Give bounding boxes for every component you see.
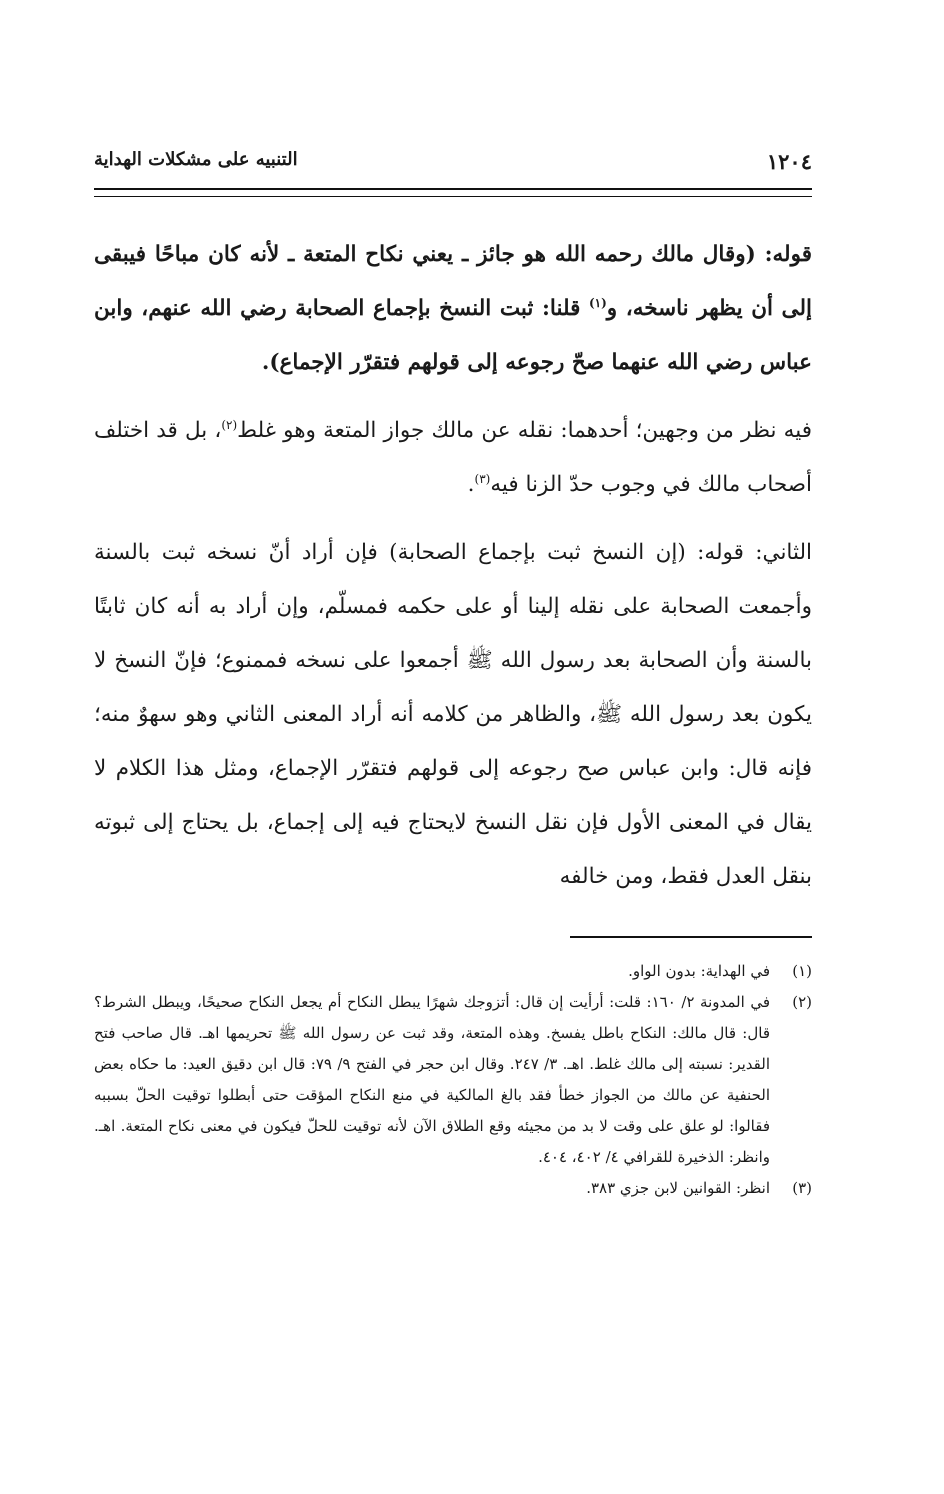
- p2-text-c: .: [467, 472, 475, 497]
- footnote-ref-3[interactable]: (٣): [474, 471, 491, 486]
- footnote-1: [94, 956, 812, 987]
- header-divider: [94, 188, 812, 197]
- footnote-text: انظر: القوانين لابن جزي ٣٨٣.: [586, 1179, 770, 1197]
- footnotes: [94, 956, 812, 1204]
- book-page: [94, 0, 812, 1494]
- page-header: [94, 143, 812, 183]
- footnote-number: (١): [792, 962, 812, 980]
- footnote-3: [94, 1173, 812, 1204]
- footnote-divider: [570, 936, 812, 938]
- footnote-ref-1[interactable]: (١): [588, 295, 607, 310]
- main-text: [94, 228, 812, 918]
- footnote-2: [94, 987, 812, 1173]
- running-title: التنبيه على مشكلات الهداية: [94, 149, 298, 170]
- quote-continuation: قلنا: ثبت النسخ بإجماع الصحابة رضي الله عنهم، وابن عباس رضي الله عنهما صحّ رجوعه إلى قولهم فتقرّر الإجماع).: [94, 296, 812, 375]
- footnote-text: في الهداية: بدون الواو.: [628, 962, 770, 980]
- footnote-ref-2[interactable]: (٢): [221, 417, 238, 432]
- page-number: ١٢٠٤: [766, 149, 812, 174]
- footnote-text: في المدونة ٢/ ١٦٠: قلت: أرأيت إن قال: أتزوجك شهرًا يبطل النكاح أم يجعل النكاح صحيحًا، ويبطل الشرط؟ قال: قال مالك: النكاح باطل يفسخ. وهذه المتعة، وقد ثبت عن رسول الله ﷺ تحريمها اهـ. قال صاحب فتح القدير: نسبته إلى مالك غلط. اهـ. ٣/ ٢٤٧. وقال ابن حجر في الفتح ٩/ ٧٩: قال ابن دقيق العيد: ما حكاه بعض الحنفية عن مالك من الجواز خطأ فقد بالغ المالكية في منع النكاح المؤقت حتى أبطلوا توقيت الحلّ بسببه فقالوا: لو علق على وقت لا بد من مجيئه وقع الطلاق الآن لأنه توقيت للحلّ فيكون في معنى نكاح المتعة. اهـ. وانظر: الذخيرة للقرافي ٤/ ٤٠٢، ٤٠٤.: [94, 993, 771, 1166]
- paragraph-first-objection: [94, 404, 812, 512]
- p2-text-b: ، بل قد اختلف أصحاب مالك في وجوب حدّ الزنا فيه: [94, 418, 812, 497]
- paragraph-second-objection: الثاني: قوله: (إن النسخ ثبت بإجماع الصحابة) فإن أراد أنّ نسخه ثبت بالسنة وأجمعت الصحابة على نقله إلينا أو على حكمه فمسلّم، وإن أراد به أنه كان ثابتًا بالسنة وأن الصحابة بعد رسول الله ﷺ أجمعوا على نسخه فممنوع؛ فإنّ النسخ لا يكون بعد رسول الله ﷺ، والظاهر من كلامه أنه أراد المعنى الثاني وهو سهوٌ منه؛ فإنه قال: وابن عباس صح رجوعه إلى قولهم فتقرّر الإجماع، ومثل هذا الكلام لا يقال في المعنى الأول فإن نقل النسخ لايحتاج فيه إلى إجماع، بل يحتاج إلى ثبوته بنقل العدل فقط، ومن خالفه: [94, 540, 812, 889]
- footnote-number: (٣): [792, 1179, 812, 1197]
- quote-text: قوله: (وقال مالك رحمه الله هو جائز ـ يعني نكاح المتعة ـ لأنه كان مباحًا فيبقى إلى أن يظهر ناسخه، و: [94, 242, 812, 321]
- footnote-number: (٢): [792, 993, 812, 1011]
- quoted-passage: [94, 228, 812, 390]
- p2-text-a: فيه نظر من وجهين؛ أحدهما: نقله عن مالك جواز المتعة وهو غلط: [237, 418, 812, 443]
